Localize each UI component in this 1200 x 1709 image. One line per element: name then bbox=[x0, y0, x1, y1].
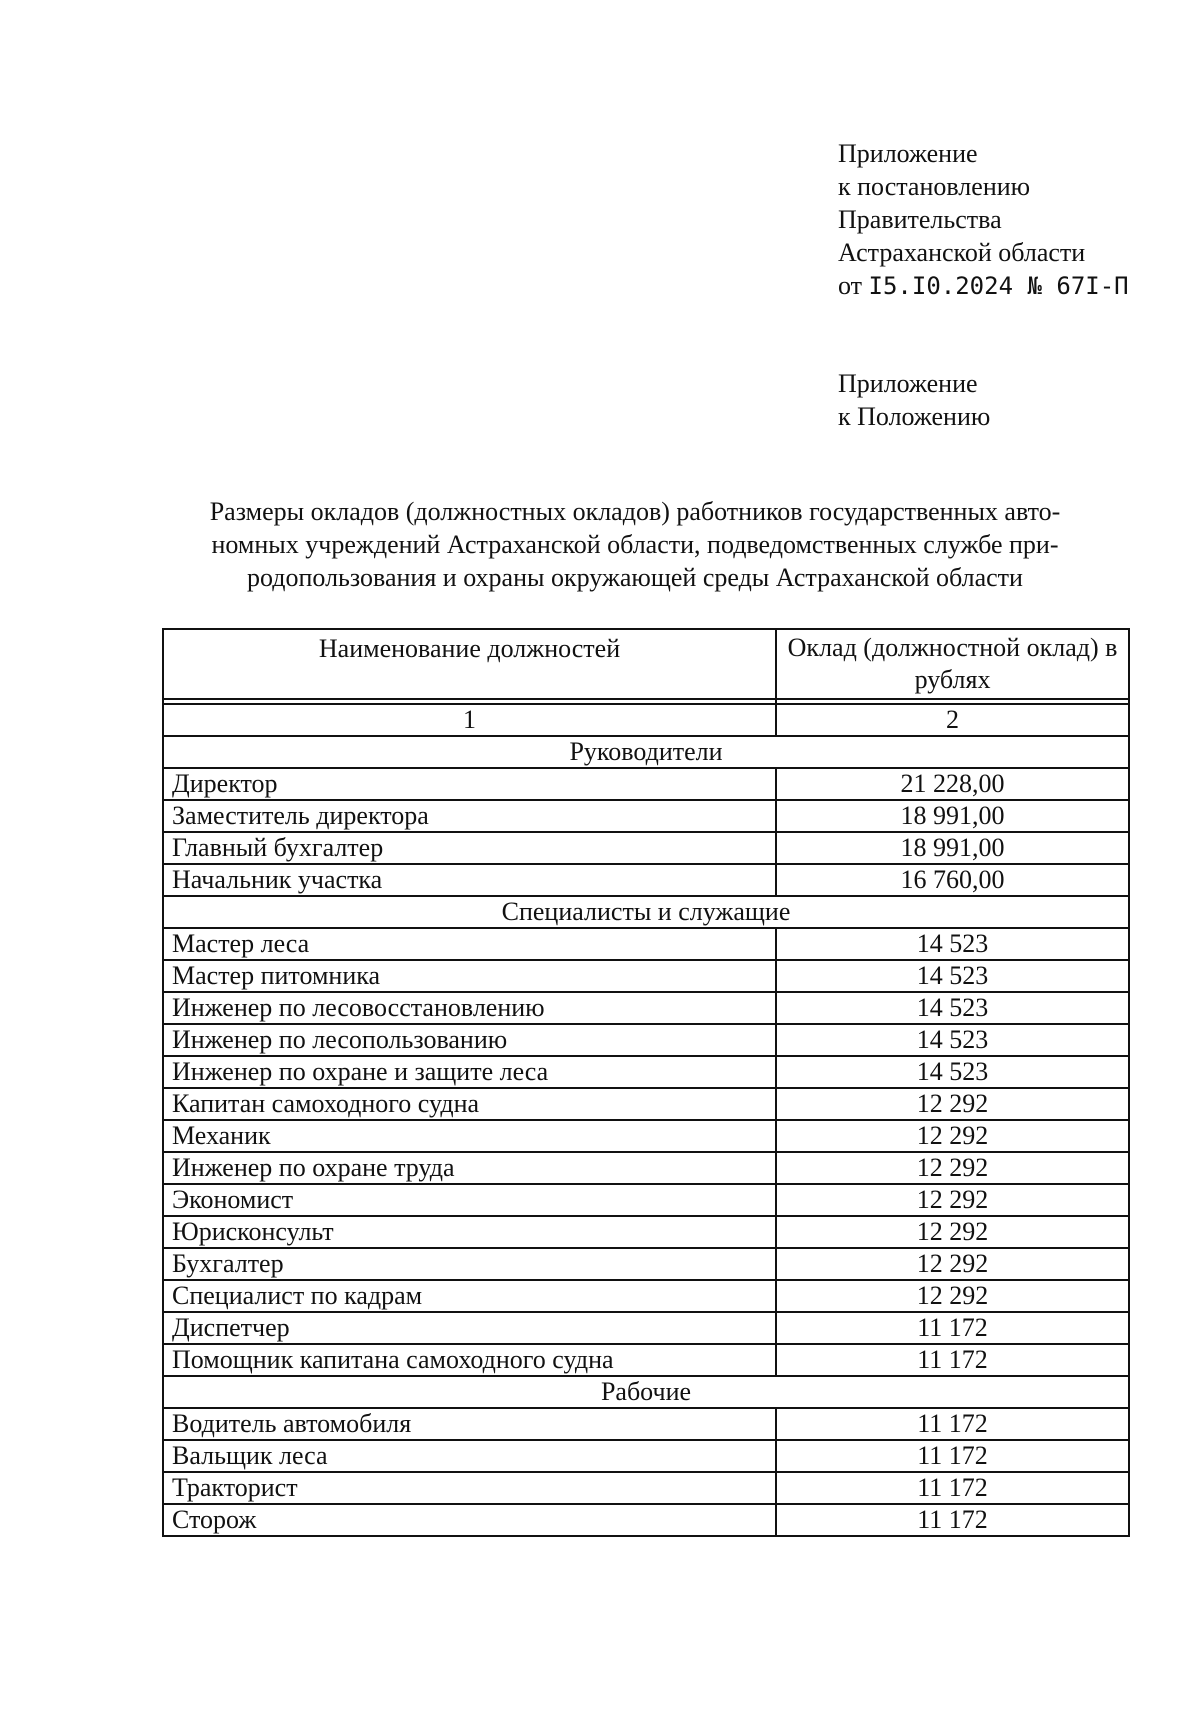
section-title: Рабочие bbox=[163, 1376, 1129, 1408]
position-name: Заместитель директора bbox=[163, 800, 776, 832]
table-row bbox=[163, 928, 1129, 960]
position-name: Инженер по лесовосстановлению bbox=[163, 992, 776, 1024]
salary-value: 12 292 bbox=[776, 1120, 1129, 1152]
salary-value: 12 292 bbox=[776, 1280, 1129, 1312]
title-line: Размеры окладов (должностных окладов) работников государственных авто- bbox=[209, 497, 1061, 526]
position-name: Тракторист bbox=[163, 1472, 776, 1504]
position-name: Начальник участка bbox=[163, 864, 776, 896]
salary-value: 12 292 bbox=[776, 1152, 1129, 1184]
position-name: Инженер по охране и защите леса bbox=[163, 1056, 776, 1088]
section-title: Специалисты и служащие bbox=[163, 896, 1129, 928]
table-row bbox=[163, 960, 1129, 992]
section-header-row bbox=[163, 896, 1129, 928]
salary-value: 14 523 bbox=[776, 1024, 1129, 1056]
position-name: Главный бухгалтер bbox=[163, 832, 776, 864]
table-row bbox=[163, 1056, 1129, 1088]
salary-value: 18 991,00 bbox=[776, 800, 1129, 832]
salary-value: 11 172 bbox=[776, 1472, 1129, 1504]
table-row bbox=[163, 800, 1129, 832]
position-name: Диспетчер bbox=[163, 1312, 776, 1344]
table-row bbox=[163, 1248, 1129, 1280]
table-body bbox=[163, 736, 1129, 1536]
table-row bbox=[163, 992, 1129, 1024]
document-title bbox=[160, 495, 1110, 594]
section-header-row bbox=[163, 736, 1129, 768]
column-number: 2 bbox=[776, 704, 1129, 736]
position-name: Директор bbox=[163, 768, 776, 800]
column-number-row bbox=[163, 704, 1129, 736]
appendix-header-line: к постановлению bbox=[838, 172, 1031, 201]
position-name: Бухгалтер bbox=[163, 1248, 776, 1280]
salary-value: 12 292 bbox=[776, 1088, 1129, 1120]
appendix-regulation-line: Приложение bbox=[838, 369, 978, 398]
date-prefix: от bbox=[838, 271, 863, 300]
position-name: Водитель автомобиля bbox=[163, 1408, 776, 1440]
position-name: Экономист bbox=[163, 1184, 776, 1216]
appendix-to-regulation bbox=[838, 367, 990, 433]
appendix-header-line: Астраханской области bbox=[838, 238, 1086, 267]
position-name: Капитан самоходного судна bbox=[163, 1088, 776, 1120]
salary-value: 11 172 bbox=[776, 1312, 1129, 1344]
table-row bbox=[163, 1312, 1129, 1344]
table-row bbox=[163, 1088, 1129, 1120]
appendix-regulation-line: к Положению bbox=[838, 402, 991, 431]
position-name: Инженер по охране труда bbox=[163, 1152, 776, 1184]
salary-value: 11 172 bbox=[776, 1344, 1129, 1376]
salary-value: 11 172 bbox=[776, 1440, 1129, 1472]
header-position-name: Наименование должностей bbox=[163, 629, 776, 699]
appendix-header bbox=[838, 137, 1129, 303]
table-row bbox=[163, 1184, 1129, 1216]
position-name: Помощник капитана самоходного судна bbox=[163, 1344, 776, 1376]
table-row bbox=[163, 1408, 1129, 1440]
table-row bbox=[163, 1152, 1129, 1184]
column-number: 1 bbox=[163, 704, 776, 736]
salary-value: 14 523 bbox=[776, 928, 1129, 960]
position-name: Инженер по лесопользованию bbox=[163, 1024, 776, 1056]
position-name: Специалист по кадрам bbox=[163, 1280, 776, 1312]
salary-value: 18 991,00 bbox=[776, 832, 1129, 864]
table-row bbox=[163, 1440, 1129, 1472]
position-name: Механик bbox=[163, 1120, 776, 1152]
salary-value: 12 292 bbox=[776, 1184, 1129, 1216]
table-row bbox=[163, 768, 1129, 800]
table-row bbox=[163, 1120, 1129, 1152]
salary-value: 21 228,00 bbox=[776, 768, 1129, 800]
salary-value: 14 523 bbox=[776, 992, 1129, 1024]
table-row bbox=[163, 864, 1129, 896]
salary-value: 12 292 bbox=[776, 1248, 1129, 1280]
table-row bbox=[163, 1216, 1129, 1248]
salary-table bbox=[162, 628, 1130, 1537]
position-name: Сторож bbox=[163, 1504, 776, 1536]
decree-date-number: I5.I0.2024 № 67I-П bbox=[868, 272, 1129, 300]
title-line: номных учреждений Астраханской области, подведомственных службе при- bbox=[211, 530, 1059, 559]
appendix-header-line: Приложение bbox=[838, 139, 978, 168]
salary-value: 14 523 bbox=[776, 960, 1129, 992]
section-header-row bbox=[163, 1376, 1129, 1408]
appendix-header-line: Правительства bbox=[838, 205, 1002, 234]
table-row bbox=[163, 1504, 1129, 1536]
salary-value: 14 523 bbox=[776, 1056, 1129, 1088]
position-name: Юрисконсульт bbox=[163, 1216, 776, 1248]
salary-value: 12 292 bbox=[776, 1216, 1129, 1248]
table-row bbox=[163, 1344, 1129, 1376]
salary-value: 16 760,00 bbox=[776, 864, 1129, 896]
table-header-row bbox=[163, 629, 1129, 699]
position-name: Вальщик леса bbox=[163, 1440, 776, 1472]
header-salary: Оклад (должностной оклад) в рублях bbox=[776, 629, 1129, 699]
position-name: Мастер питомника bbox=[163, 960, 776, 992]
table-row bbox=[163, 1280, 1129, 1312]
salary-value: 11 172 bbox=[776, 1504, 1129, 1536]
salary-value: 11 172 bbox=[776, 1408, 1129, 1440]
position-name: Мастер леса bbox=[163, 928, 776, 960]
table-row bbox=[163, 832, 1129, 864]
decree-date-line bbox=[838, 269, 1129, 303]
table-row bbox=[163, 1024, 1129, 1056]
table-row bbox=[163, 1472, 1129, 1504]
section-title: Руководители bbox=[163, 736, 1129, 768]
title-line: родопользования и охраны окружающей среды Астраханской области bbox=[247, 563, 1023, 592]
